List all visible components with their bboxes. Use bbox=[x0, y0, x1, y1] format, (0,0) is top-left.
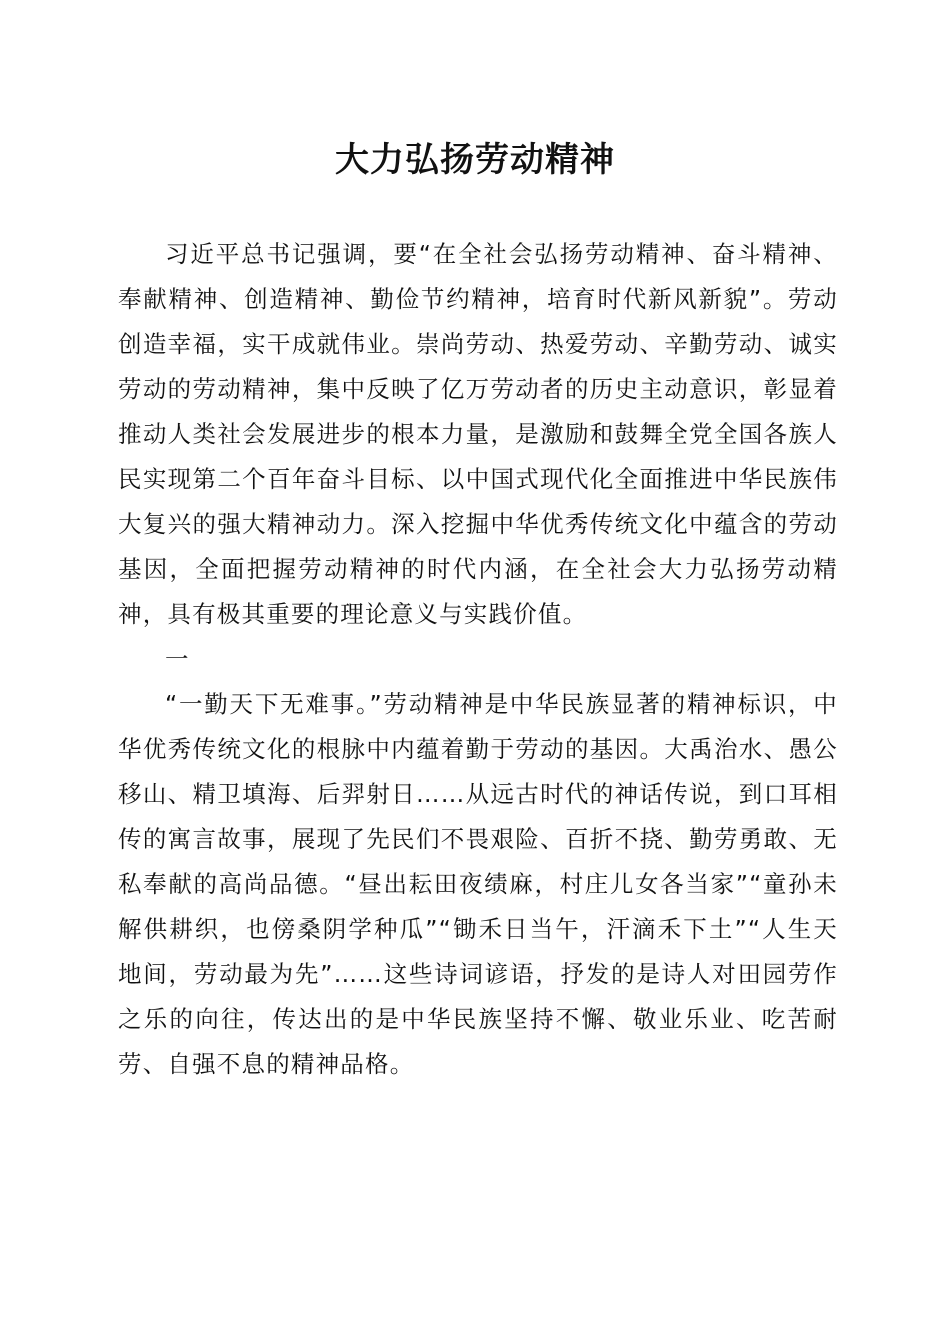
paragraph-section-one: “一勤天下无难事。”劳动精神是中华民族显著的精神标识，中华优秀传统文化的根脉中内蕴着勤于劳动的基因。大禹治水、愚公移山、精卫填海、后羿射日……从远古时代的神话传说，到口耳相传的寓言故事，展现了先民们不畏艰险、百折不挠、勤劳勇敢、无私奉献的高尚品德。“昼出耘田夜绩麻，村庄儿女各当家”“童孙未解供耕织，也傍桑阴学种瓜”“锄禾日当午，汗滴禾下土”“人生天地间，劳动最为先”……这些诗词谚语，抒发的是诗人对田园劳作之乐的向往，传达出的是中华民族坚持不懈、敬业乐业、吃苦耐劳、自强不息的精神品格。 bbox=[118, 690, 838, 1078]
section-number: 一 bbox=[165, 645, 189, 673]
paragraph-intro: 习近平总书记强调，要“在全社会弘扬劳动精神、奋斗精神、奉献精神、创造精神、勤俭节约精神，培育时代新风新貌”。劳动创造幸福，实干成就伟业。崇尚劳动、热爱劳动、辛勤劳动、诚实劳动的劳动精神，集中反映了亿万劳动者的历史主动意识，彰显着推动人类社会发展进步的根本力量，是激励和鼓舞全党全国各族人民实现第二个百年奋斗目标、以中国式现代化全面推进中华民族伟大复兴的强大精神动力。深入挖掘中华优秀传统文化中蕴含的劳动基因，全面把握劳动精神的时代内涵，在全社会大力弘扬劳动精神，具有极其重要的理论意义与实践价值。 bbox=[118, 240, 838, 628]
document-body bbox=[118, 232, 838, 1087]
document-title: 大力弘扬劳动精神 bbox=[335, 140, 615, 180]
